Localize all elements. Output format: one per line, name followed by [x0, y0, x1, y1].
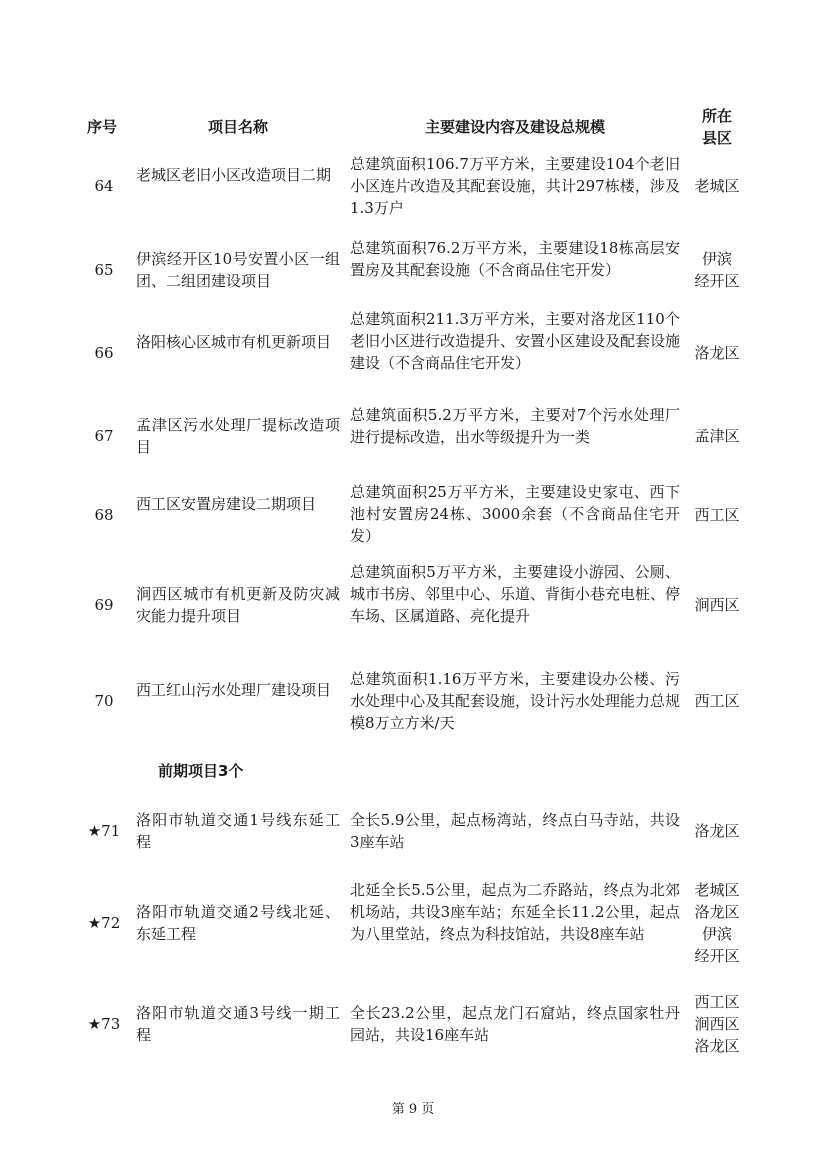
section-title: 前期项目3个: [158, 762, 244, 780]
row-county: 西工区: [694, 692, 740, 710]
row-county: 老城区: [694, 177, 740, 195]
row-number: 70: [94, 692, 114, 710]
row-number: 69: [94, 596, 114, 614]
row-county: 孟津区: [694, 427, 740, 445]
row-project-name: 孟津区污水处理厂提标改造项目: [136, 416, 340, 456]
row-county: 西工区: [694, 506, 740, 524]
row-content: 总建筑面积76.2万平方米，主要建设18栋高层安置房及其配套设施（不含商品住宅开发）: [350, 239, 680, 279]
row-number: ★72: [87, 914, 121, 932]
table-header: [0, 100, 826, 160]
table-row: [0, 152, 826, 220]
row-project-name: 洛阳市轨道交通1号线东延工程: [136, 811, 340, 851]
header-county: 所在 县区: [701, 107, 732, 147]
table-row: [0, 668, 826, 736]
row-project-name: 西工区安置房建设二期项目: [136, 495, 317, 513]
table-row: [0, 808, 826, 856]
header-construction-content: 主要建设内容及建设总规模: [424, 118, 605, 136]
page-number: 第 9 页: [391, 1102, 435, 1117]
row-county: 伊滨 经开区: [694, 250, 740, 290]
table-row: [0, 878, 826, 970]
table-row: [0, 480, 826, 548]
row-project-name: 西工红山污水处理厂建设项目: [136, 681, 332, 699]
row-content: 总建筑面积25万平方米，主要建设史家屯、西下池村安置房24栋、3000余套（不含商品住宅开发）: [350, 483, 680, 545]
row-content: 全长5.9公里，起点杨湾站，终点白马寺站，共设3座车站: [350, 811, 680, 851]
row-county: 涧西区: [694, 596, 740, 614]
row-project-name: 洛阳市轨道交通2号线北延、东延工程: [136, 903, 340, 943]
row-project-name: 涧西区城市有机更新及防灾减灾能力提升项目: [136, 585, 340, 625]
table-row: [0, 236, 826, 304]
row-content: 北延全长5.5公里，起点为二乔路站，终点为北郊机场站，共设3座车站；东延全长11.2公里，起点为八里堂站，终点为科技馆站，共设8座车站: [350, 881, 680, 943]
row-project-name: 洛阳市轨道交通3号线一期工程: [136, 1004, 340, 1044]
row-project-name: 洛阳核心区城市有机更新项目: [136, 333, 332, 351]
row-number: 64: [94, 177, 114, 195]
header-project-name: 项目名称: [207, 118, 268, 136]
row-number: 67: [94, 427, 114, 445]
row-content: 总建筑面积5.2万平方米，主要对7个污水处理厂进行提标改造，出水等级提升为一类: [350, 406, 680, 446]
row-project-name: 老城区老旧小区改造项目二期: [136, 166, 332, 184]
row-number: 68: [94, 506, 114, 524]
row-number: 65: [94, 261, 114, 279]
row-content: 总建筑面积106.7万平方米，主要建设104个老旧小区连片改造及其配套设施，共计297栋楼，涉及1.3万户: [350, 155, 680, 217]
table-row: [0, 404, 826, 472]
table-row: [0, 560, 826, 650]
row-county: 老城区 洛龙区 伊滨 经开区: [694, 881, 740, 965]
table-row: [0, 308, 826, 398]
row-county: 洛龙区: [694, 344, 740, 362]
row-project-name: 伊滨经开区10号安置小区一组团、二组团建设项目: [136, 250, 340, 290]
row-county: 洛龙区: [694, 822, 740, 840]
row-number: ★73: [87, 1015, 121, 1033]
row-number: ★71: [87, 822, 121, 840]
row-content: 全长23.2公里，起点龙门石窟站，终点国家牡丹园站，共设16座车站: [350, 1004, 680, 1044]
table-row: [0, 990, 826, 1060]
header-serial-number: 序号: [86, 118, 117, 136]
row-number: 66: [94, 344, 114, 362]
row-content: 总建筑面积5万平方米，主要建设小游园、公厕、城市书房、邻里中心、乐道、背街小巷充电桩、停车场、区属道路、亮化提升: [350, 563, 681, 625]
row-county: 西工区 涧西区 洛龙区: [694, 993, 740, 1055]
row-content: 总建筑面积1.16万平方米，主要建设办公楼、污水处理中心及其配套设施，设计污水处理能力总规模8万立方米/天: [350, 670, 681, 732]
row-content: 总建筑面积211.3万平方米，主要对洛龙区110个老旧小区进行改造提升、安置小区建设及配套设施建设（不含商品住宅开发）: [350, 310, 681, 372]
